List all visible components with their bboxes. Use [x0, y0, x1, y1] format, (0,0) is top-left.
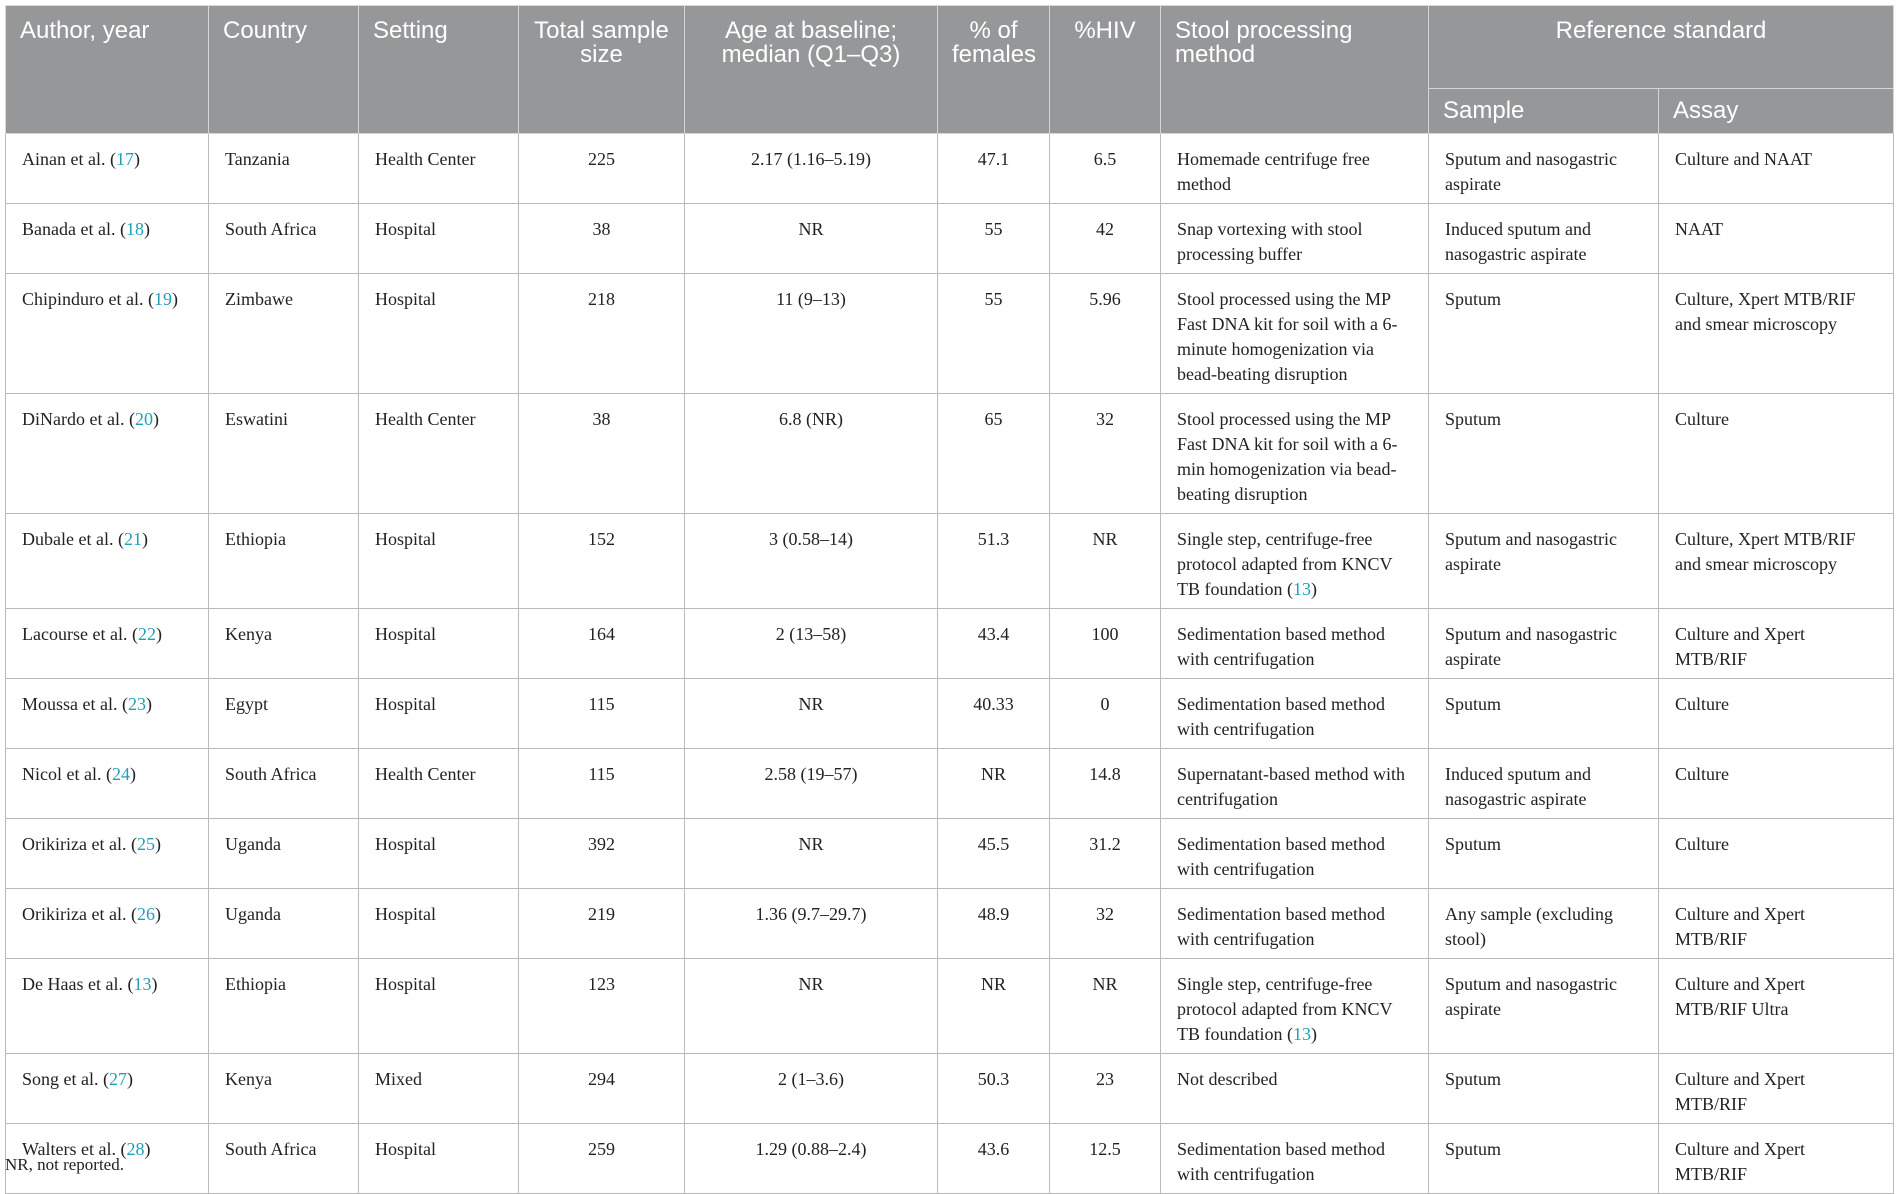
cell-hiv: NR: [1050, 514, 1161, 609]
reference-link[interactable]: 18: [125, 219, 144, 239]
cell-assay: Culture and Xpert MTB/RIF: [1659, 609, 1894, 679]
reference-link[interactable]: 27: [109, 1069, 127, 1089]
cell-assay: Culture and NAAT: [1659, 134, 1894, 204]
reference-link[interactable]: 25: [136, 834, 155, 854]
table-row: [6, 889, 1894, 959]
reference-link[interactable]: 13: [1292, 1024, 1311, 1044]
cell-country: South Africa: [209, 204, 359, 274]
cell-females: 65: [938, 394, 1050, 514]
cell-country: Ethiopia: [209, 514, 359, 609]
cell-country: Uganda: [209, 819, 359, 889]
table-row: [6, 274, 1894, 394]
cell-total-sample-size: 152: [519, 514, 685, 609]
table-row: [6, 134, 1894, 204]
cell-assay: Culture and Xpert MTB/RIF: [1659, 889, 1894, 959]
cell-assay: NAAT: [1659, 204, 1894, 274]
cell-total-sample-size: 115: [519, 749, 685, 819]
cell-total-sample-size: 294: [519, 1054, 685, 1124]
cell-setting: Hospital: [359, 204, 519, 274]
reference-link[interactable]: 23: [127, 694, 146, 714]
reference-link[interactable]: 26: [136, 904, 155, 924]
study-characteristics-table: [5, 5, 1894, 1194]
cell-females: 43.4: [938, 609, 1050, 679]
header-hiv: %HIV: [1050, 6, 1161, 134]
cell-sample: Sputum and nasogastric aspirate: [1429, 609, 1659, 679]
cell-total-sample-size: 218: [519, 274, 685, 394]
cell-hiv: 32: [1050, 889, 1161, 959]
cell-hiv: NR: [1050, 959, 1161, 1054]
header-sample: Sample: [1429, 89, 1659, 134]
cell-hiv: 14.8: [1050, 749, 1161, 819]
cell-setting: Health Center: [359, 394, 519, 514]
header-total-sample-size: Total sample size: [519, 6, 685, 134]
cell-setting: Hospital: [359, 514, 519, 609]
cell-hiv: 42: [1050, 204, 1161, 274]
cell-stool-method: Snap vortexing with stool processing buffer: [1161, 204, 1429, 274]
reference-link[interactable]: 21: [123, 529, 142, 549]
cell-age: NR: [685, 204, 938, 274]
cell-females: 50.3: [938, 1054, 1050, 1124]
cell-setting: Health Center: [359, 749, 519, 819]
cell-females: 43.6: [938, 1124, 1050, 1194]
cell-assay: Culture: [1659, 679, 1894, 749]
cell-country: Ethiopia: [209, 959, 359, 1054]
cell-stool-method: Sedimentation based method with centrifugation: [1161, 819, 1429, 889]
header-setting: Setting: [359, 6, 519, 134]
cell-assay: Culture, Xpert MTB/RIF and smear microscopy: [1659, 274, 1894, 394]
cell-stool-method: Sedimentation based method with centrifugation: [1161, 889, 1429, 959]
cell-country: Egypt: [209, 679, 359, 749]
cell-hiv: 100: [1050, 609, 1161, 679]
reference-link[interactable]: 24: [111, 764, 130, 784]
header-age: Age at baseline; median (Q1–Q3): [685, 6, 938, 134]
cell-sample: Sputum: [1429, 679, 1659, 749]
cell-setting: Hospital: [359, 679, 519, 749]
cell-country: South Africa: [209, 1124, 359, 1194]
cell-total-sample-size: 38: [519, 394, 685, 514]
cell-females: 48.9: [938, 889, 1050, 959]
table-row: [6, 609, 1894, 679]
cell-setting: Hospital: [359, 1124, 519, 1194]
reference-link[interactable]: 20: [134, 409, 153, 429]
cell-sample: Sputum and nasogastric aspirate: [1429, 514, 1659, 609]
cell-sample: Sputum: [1429, 1054, 1659, 1124]
cell-country: Tanzania: [209, 134, 359, 204]
cell-author: DiNardo et al. (20): [6, 394, 209, 514]
cell-total-sample-size: 225: [519, 134, 685, 204]
cell-stool-method: Supernatant-based method with centrifugation: [1161, 749, 1429, 819]
cell-stool-method: Sedimentation based method with centrifugation: [1161, 1124, 1429, 1194]
cell-hiv: 12.5: [1050, 1124, 1161, 1194]
cell-country: Kenya: [209, 1054, 359, 1124]
cell-assay: Culture and Xpert MTB/RIF Ultra: [1659, 959, 1894, 1054]
study-table-container: [5, 5, 1893, 1194]
table-row: [6, 204, 1894, 274]
cell-stool-method: Homemade centrifuge free method: [1161, 134, 1429, 204]
cell-author: Walters et al. (28): [6, 1124, 209, 1194]
table-row: [6, 1124, 1894, 1194]
cell-stool-method: Sedimentation based method with centrifugation: [1161, 609, 1429, 679]
header-stool-method: Stool processing method: [1161, 6, 1429, 134]
cell-hiv: 31.2: [1050, 819, 1161, 889]
cell-age: 2 (1–3.6): [685, 1054, 938, 1124]
cell-age: 2.58 (19–57): [685, 749, 938, 819]
reference-link[interactable]: 19: [153, 289, 172, 309]
cell-author: Song et al. (27): [6, 1054, 209, 1124]
reference-link[interactable]: 13: [133, 974, 152, 994]
cell-females: 51.3: [938, 514, 1050, 609]
cell-females: 45.5: [938, 819, 1050, 889]
cell-author: Nicol et al. (24): [6, 749, 209, 819]
cell-stool-method: Not described: [1161, 1054, 1429, 1124]
cell-age: 11 (9–13): [685, 274, 938, 394]
cell-setting: Hospital: [359, 274, 519, 394]
cell-setting: Mixed: [359, 1054, 519, 1124]
cell-hiv: 0: [1050, 679, 1161, 749]
header-assay: Assay: [1659, 89, 1894, 134]
header-row: [6, 6, 1894, 89]
cell-author: De Haas et al. (13): [6, 959, 209, 1054]
cell-total-sample-size: 219: [519, 889, 685, 959]
cell-author: Orikiriza et al. (25): [6, 819, 209, 889]
cell-females: NR: [938, 959, 1050, 1054]
cell-hiv: 5.96: [1050, 274, 1161, 394]
cell-author: Ainan et al. (17): [6, 134, 209, 204]
cell-sample: Sputum: [1429, 1124, 1659, 1194]
cell-age: 2.17 (1.16–5.19): [685, 134, 938, 204]
cell-author: Dubale et al. (21): [6, 514, 209, 609]
cell-females: 55: [938, 204, 1050, 274]
cell-country: Uganda: [209, 889, 359, 959]
cell-hiv: 23: [1050, 1054, 1161, 1124]
cell-age: 1.36 (9.7–29.7): [685, 889, 938, 959]
cell-total-sample-size: 38: [519, 204, 685, 274]
reference-link[interactable]: 28: [126, 1139, 145, 1159]
table-row: [6, 514, 1894, 609]
cell-age: 1.29 (0.88–2.4): [685, 1124, 938, 1194]
cell-age: NR: [685, 679, 938, 749]
cell-author: Orikiriza et al. (26): [6, 889, 209, 959]
header-author: Author, year: [6, 6, 209, 134]
table-footnote: NR, not reported.: [5, 1155, 124, 1174]
cell-sample: Sputum and nasogastric aspirate: [1429, 959, 1659, 1054]
cell-hiv: 6.5: [1050, 134, 1161, 204]
cell-females: NR: [938, 749, 1050, 819]
table-row: [6, 749, 1894, 819]
cell-total-sample-size: 259: [519, 1124, 685, 1194]
cell-assay: Culture: [1659, 394, 1894, 514]
cell-author: Moussa et al. (23): [6, 679, 209, 749]
cell-age: NR: [685, 819, 938, 889]
cell-assay: Culture: [1659, 749, 1894, 819]
cell-sample: Sputum: [1429, 274, 1659, 394]
cell-hiv: 32: [1050, 394, 1161, 514]
header-females: % of females: [938, 6, 1050, 134]
reference-link[interactable]: 17: [115, 149, 134, 169]
reference-link[interactable]: 13: [1292, 579, 1311, 599]
table-row: [6, 394, 1894, 514]
table-body: [6, 134, 1894, 1194]
reference-link[interactable]: 22: [137, 624, 156, 644]
cell-assay: Culture and Xpert MTB/RIF: [1659, 1054, 1894, 1124]
cell-setting: Health Center: [359, 134, 519, 204]
cell-sample: Sputum and nasogastric aspirate: [1429, 134, 1659, 204]
cell-country: South Africa: [209, 749, 359, 819]
cell-setting: Hospital: [359, 959, 519, 1054]
cell-country: Eswatini: [209, 394, 359, 514]
cell-setting: Hospital: [359, 819, 519, 889]
table-row: [6, 679, 1894, 749]
cell-stool-method: Stool processed using the MP Fast DNA kit for soil with a 6-min homogenization via bead-beating disruption: [1161, 394, 1429, 514]
cell-sample: Induced sputum and nasogastric aspirate: [1429, 204, 1659, 274]
cell-stool-method: Single step, centrifuge-free protocol adapted from KNCV TB foundation (13): [1161, 514, 1429, 609]
cell-setting: Hospital: [359, 609, 519, 679]
cell-total-sample-size: 164: [519, 609, 685, 679]
cell-sample: Induced sputum and nasogastric aspirate: [1429, 749, 1659, 819]
cell-females: 47.1: [938, 134, 1050, 204]
header-reference-standard: Reference standard: [1429, 6, 1894, 89]
cell-females: 40.33: [938, 679, 1050, 749]
cell-author: Lacourse et al. (22): [6, 609, 209, 679]
cell-author: Banada et al. (18): [6, 204, 209, 274]
cell-country: Kenya: [209, 609, 359, 679]
table-row: [6, 959, 1894, 1054]
cell-age: 2 (13–58): [685, 609, 938, 679]
header-country: Country: [209, 6, 359, 134]
cell-assay: Culture, Xpert MTB/RIF and smear microscopy: [1659, 514, 1894, 609]
cell-sample: Any sample (excluding stool): [1429, 889, 1659, 959]
cell-total-sample-size: 392: [519, 819, 685, 889]
cell-sample: Sputum: [1429, 394, 1659, 514]
cell-age: 6.8 (NR): [685, 394, 938, 514]
cell-setting: Hospital: [359, 889, 519, 959]
cell-assay: Culture: [1659, 819, 1894, 889]
cell-author: Chipinduro et al. (19): [6, 274, 209, 394]
cell-total-sample-size: 123: [519, 959, 685, 1054]
cell-sample: Sputum: [1429, 819, 1659, 889]
cell-age: 3 (0.58–14): [685, 514, 938, 609]
cell-stool-method: Single step, centrifuge-free protocol adapted from KNCV TB foundation (13): [1161, 959, 1429, 1054]
cell-country: Zimbawe: [209, 274, 359, 394]
table-row: [6, 819, 1894, 889]
cell-females: 55: [938, 274, 1050, 394]
cell-age: NR: [685, 959, 938, 1054]
cell-total-sample-size: 115: [519, 679, 685, 749]
table-row: [6, 1054, 1894, 1124]
cell-stool-method: Sedimentation based method with centrifugation: [1161, 679, 1429, 749]
cell-stool-method: Stool processed using the MP Fast DNA kit for soil with a 6-minute homogenization via bead-beating disruption: [1161, 274, 1429, 394]
cell-assay: Culture and Xpert MTB/RIF: [1659, 1124, 1894, 1194]
